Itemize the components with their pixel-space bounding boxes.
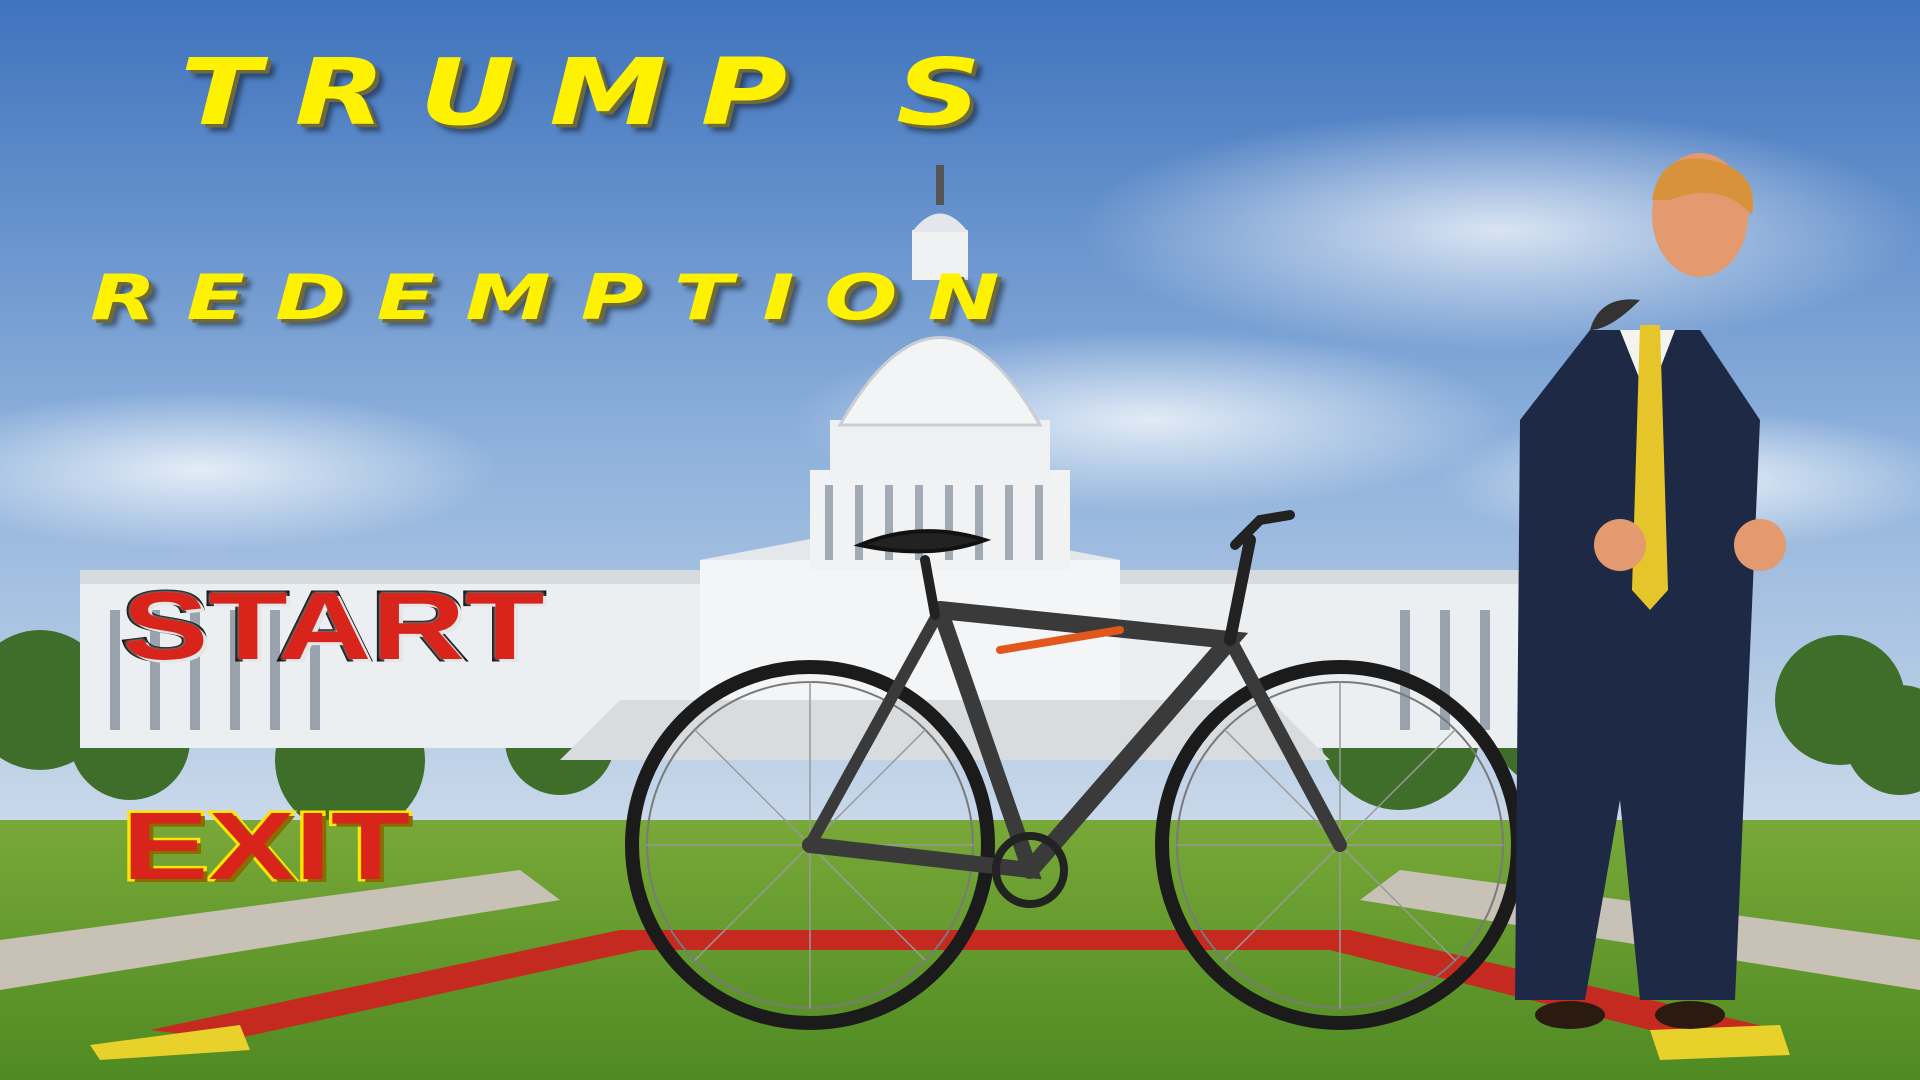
cloud bbox=[1080, 110, 1920, 350]
game-title-line-1: TRUMP S bbox=[180, 38, 1016, 146]
game-title-line-2: REDEMPTION bbox=[90, 262, 1030, 334]
flower-bed bbox=[1650, 1025, 1790, 1060]
start-button[interactable]: START bbox=[122, 573, 545, 680]
exit-button[interactable]: EXIT bbox=[122, 793, 411, 900]
